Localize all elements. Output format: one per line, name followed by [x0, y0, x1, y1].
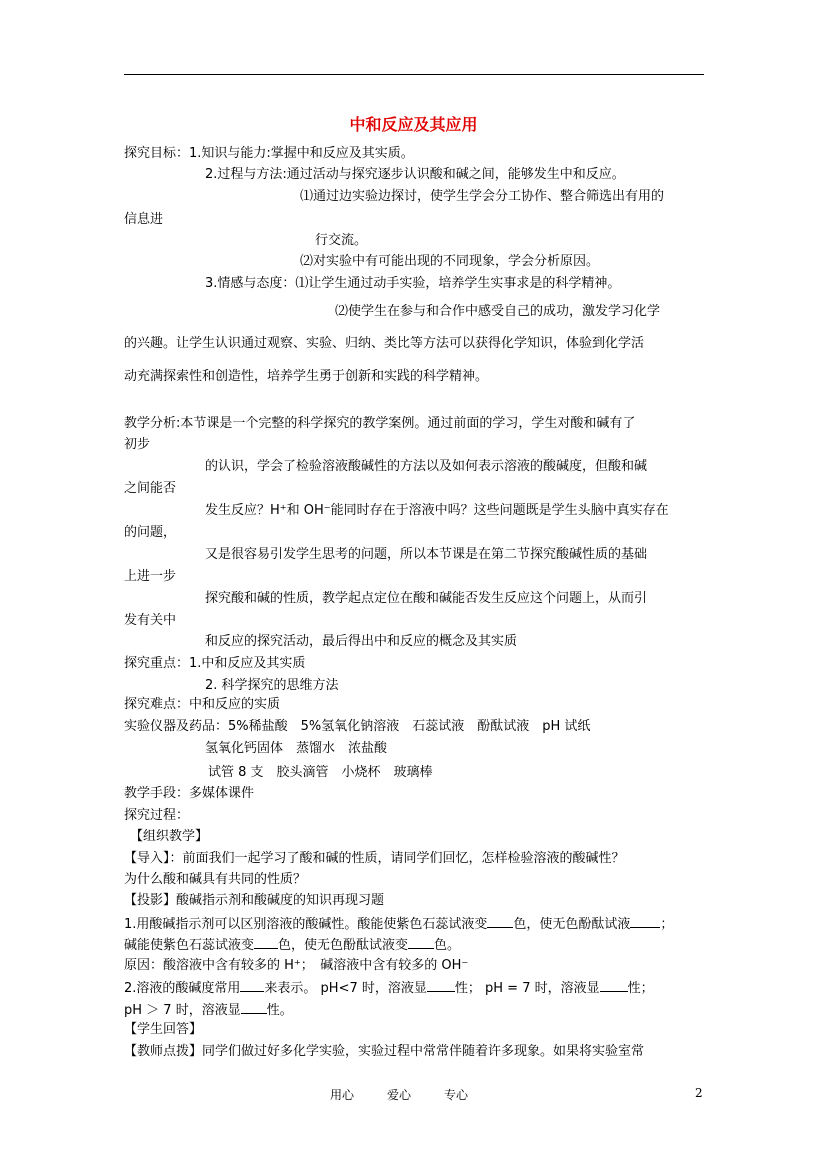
text-line: 【导入】：前面我们一起学习了酸和碱的性质，请同学们回忆，怎样检验溶液的酸碱性？	[124, 851, 625, 866]
text-line: 探究过程：	[124, 808, 190, 823]
text-line: 【学生回答】	[124, 1022, 203, 1037]
answer-blank[interactable]	[600, 979, 628, 992]
page-number: 2	[695, 1086, 703, 1100]
answer-blank[interactable]	[487, 915, 513, 928]
text-line: 的兴趣。让学生认识通过观察、实验、归纳、类比等方法可以获得化学知识，体验到化学活	[124, 336, 645, 351]
text-line: 初步	[124, 437, 151, 452]
text-line: 2.过程与方法:通过活动与探究逐步认识酸和碱之间，能够发生中和反应。	[205, 167, 625, 182]
text-line: 的问题，	[124, 525, 177, 540]
exercise-line-2: 碱能使紫色石蕊试液变 色，使无色酚酞试液变 色。	[124, 938, 461, 953]
exercise-line-3: 2.溶液的酸碱度常用 来表示。 pH<7 时，溶液显 性； pH = 7 时，溶液显 性；	[124, 981, 654, 996]
text-line: 为什么酸和碱具有共同的性质？	[124, 872, 307, 887]
text-line: 发有关中	[124, 613, 177, 628]
text-line: ⑵对实验中有可能出现的不同现象，学会分析原因。	[300, 254, 600, 269]
text-line: 探究难点：中和反应的实质	[124, 697, 281, 712]
text-line: 【教师点拨】同学们做过好多化学实验，实验过程中常常伴随着许多现象。如果将实验室常	[124, 1044, 645, 1059]
exercise-line-4: pH ＞ 7 时，溶液显 性。	[124, 1003, 293, 1018]
text-line: 实验仪器及药品：5%稀盐酸 5%氢氧化钠溶液 石蕊试液 酚酞试液 pH 试纸	[124, 719, 591, 734]
answer-blank[interactable]	[241, 1001, 267, 1014]
text-line: 3.情感与态度：⑴让学生通过动手实验，培养学生实事求是的科学精神。	[205, 276, 621, 291]
answer-blank[interactable]	[254, 936, 278, 949]
text-line: 【投影】酸碱指示剂和酸碱度的知识再现习题	[124, 893, 385, 908]
text-line: 探究酸和碱的性质，教学起点定位在酸和碱能否发生反应这个问题上，从而引	[205, 591, 648, 606]
text-line: 上进一步	[124, 569, 177, 584]
text-line: 教学分析:本节课是一个完整的科学探究的教学案例。通过前面的学习，学生对酸和碱有了	[124, 416, 636, 431]
answer-blank[interactable]	[408, 936, 434, 949]
page-title: 中和反应及其应用	[349, 115, 478, 134]
text-line: 的认识，学会了检验溶液酸碱性的方法以及如何表示溶液的酸碱度，但酸和碱	[205, 459, 648, 474]
text-line: 信息进	[124, 212, 164, 227]
footer-motto: 专心	[444, 1088, 469, 1102]
text-line: 【组织教学】	[130, 829, 209, 844]
answer-blank[interactable]	[240, 979, 264, 992]
text-line: 之间能否	[124, 481, 177, 496]
text-line: 动充满探索性和创造性，培养学生勇于创新和实践的科学精神。	[124, 369, 489, 384]
text-line: 发生反应？H⁺和 OH⁻能同时存在于溶液中吗？这些问题既是学生头脑中真实存在	[205, 503, 669, 518]
text-line: 行交流。	[315, 233, 368, 248]
footer-motto: 用心	[330, 1088, 355, 1102]
text-line: 和反应的探究活动，最后得出中和反应的概念及其实质	[205, 634, 518, 649]
text-line: 试管 8 支 胶头滴管 小烧杯 玻璃棒	[208, 765, 433, 780]
text-line: ⑵使学生在参与和合作中感受自己的成功，激发学习化学	[335, 304, 661, 319]
header-rule	[124, 74, 704, 75]
answer-blank[interactable]	[630, 915, 660, 928]
text-line: 氢氧化钙固体 蒸馏水 浓盐酸	[205, 741, 388, 756]
answer-blank[interactable]	[427, 979, 455, 992]
footer-motto: 爱心	[387, 1088, 412, 1102]
text-line: 又是很容易引发学生思考的问题，所以本节课是在第二节探究酸碱性质的基础	[205, 547, 648, 562]
text-line: 教学手段：多媒体课件	[124, 786, 255, 801]
exercise-line-1: 1.用酸碱指示剂可以区别溶液的酸碱性。酸能使紫色石蕊试液变 色，使无色酚酞试液 ；	[124, 917, 674, 932]
text-line: 探究重点：1.中和反应及其实质	[124, 656, 306, 671]
text-line: 原因：酸溶液中含有较多的 H⁺； 碱溶液中含有较多的 OH⁻	[124, 958, 469, 973]
text-line: 2. 科学探究的思维方法	[205, 678, 339, 693]
text-line: ⑴通过边实验边探讨，使学生学会分工协作、整合筛选出有用的	[300, 189, 665, 204]
text-line: 探究目标：1.知识与能力:掌握中和反应及其实质。	[124, 146, 414, 161]
